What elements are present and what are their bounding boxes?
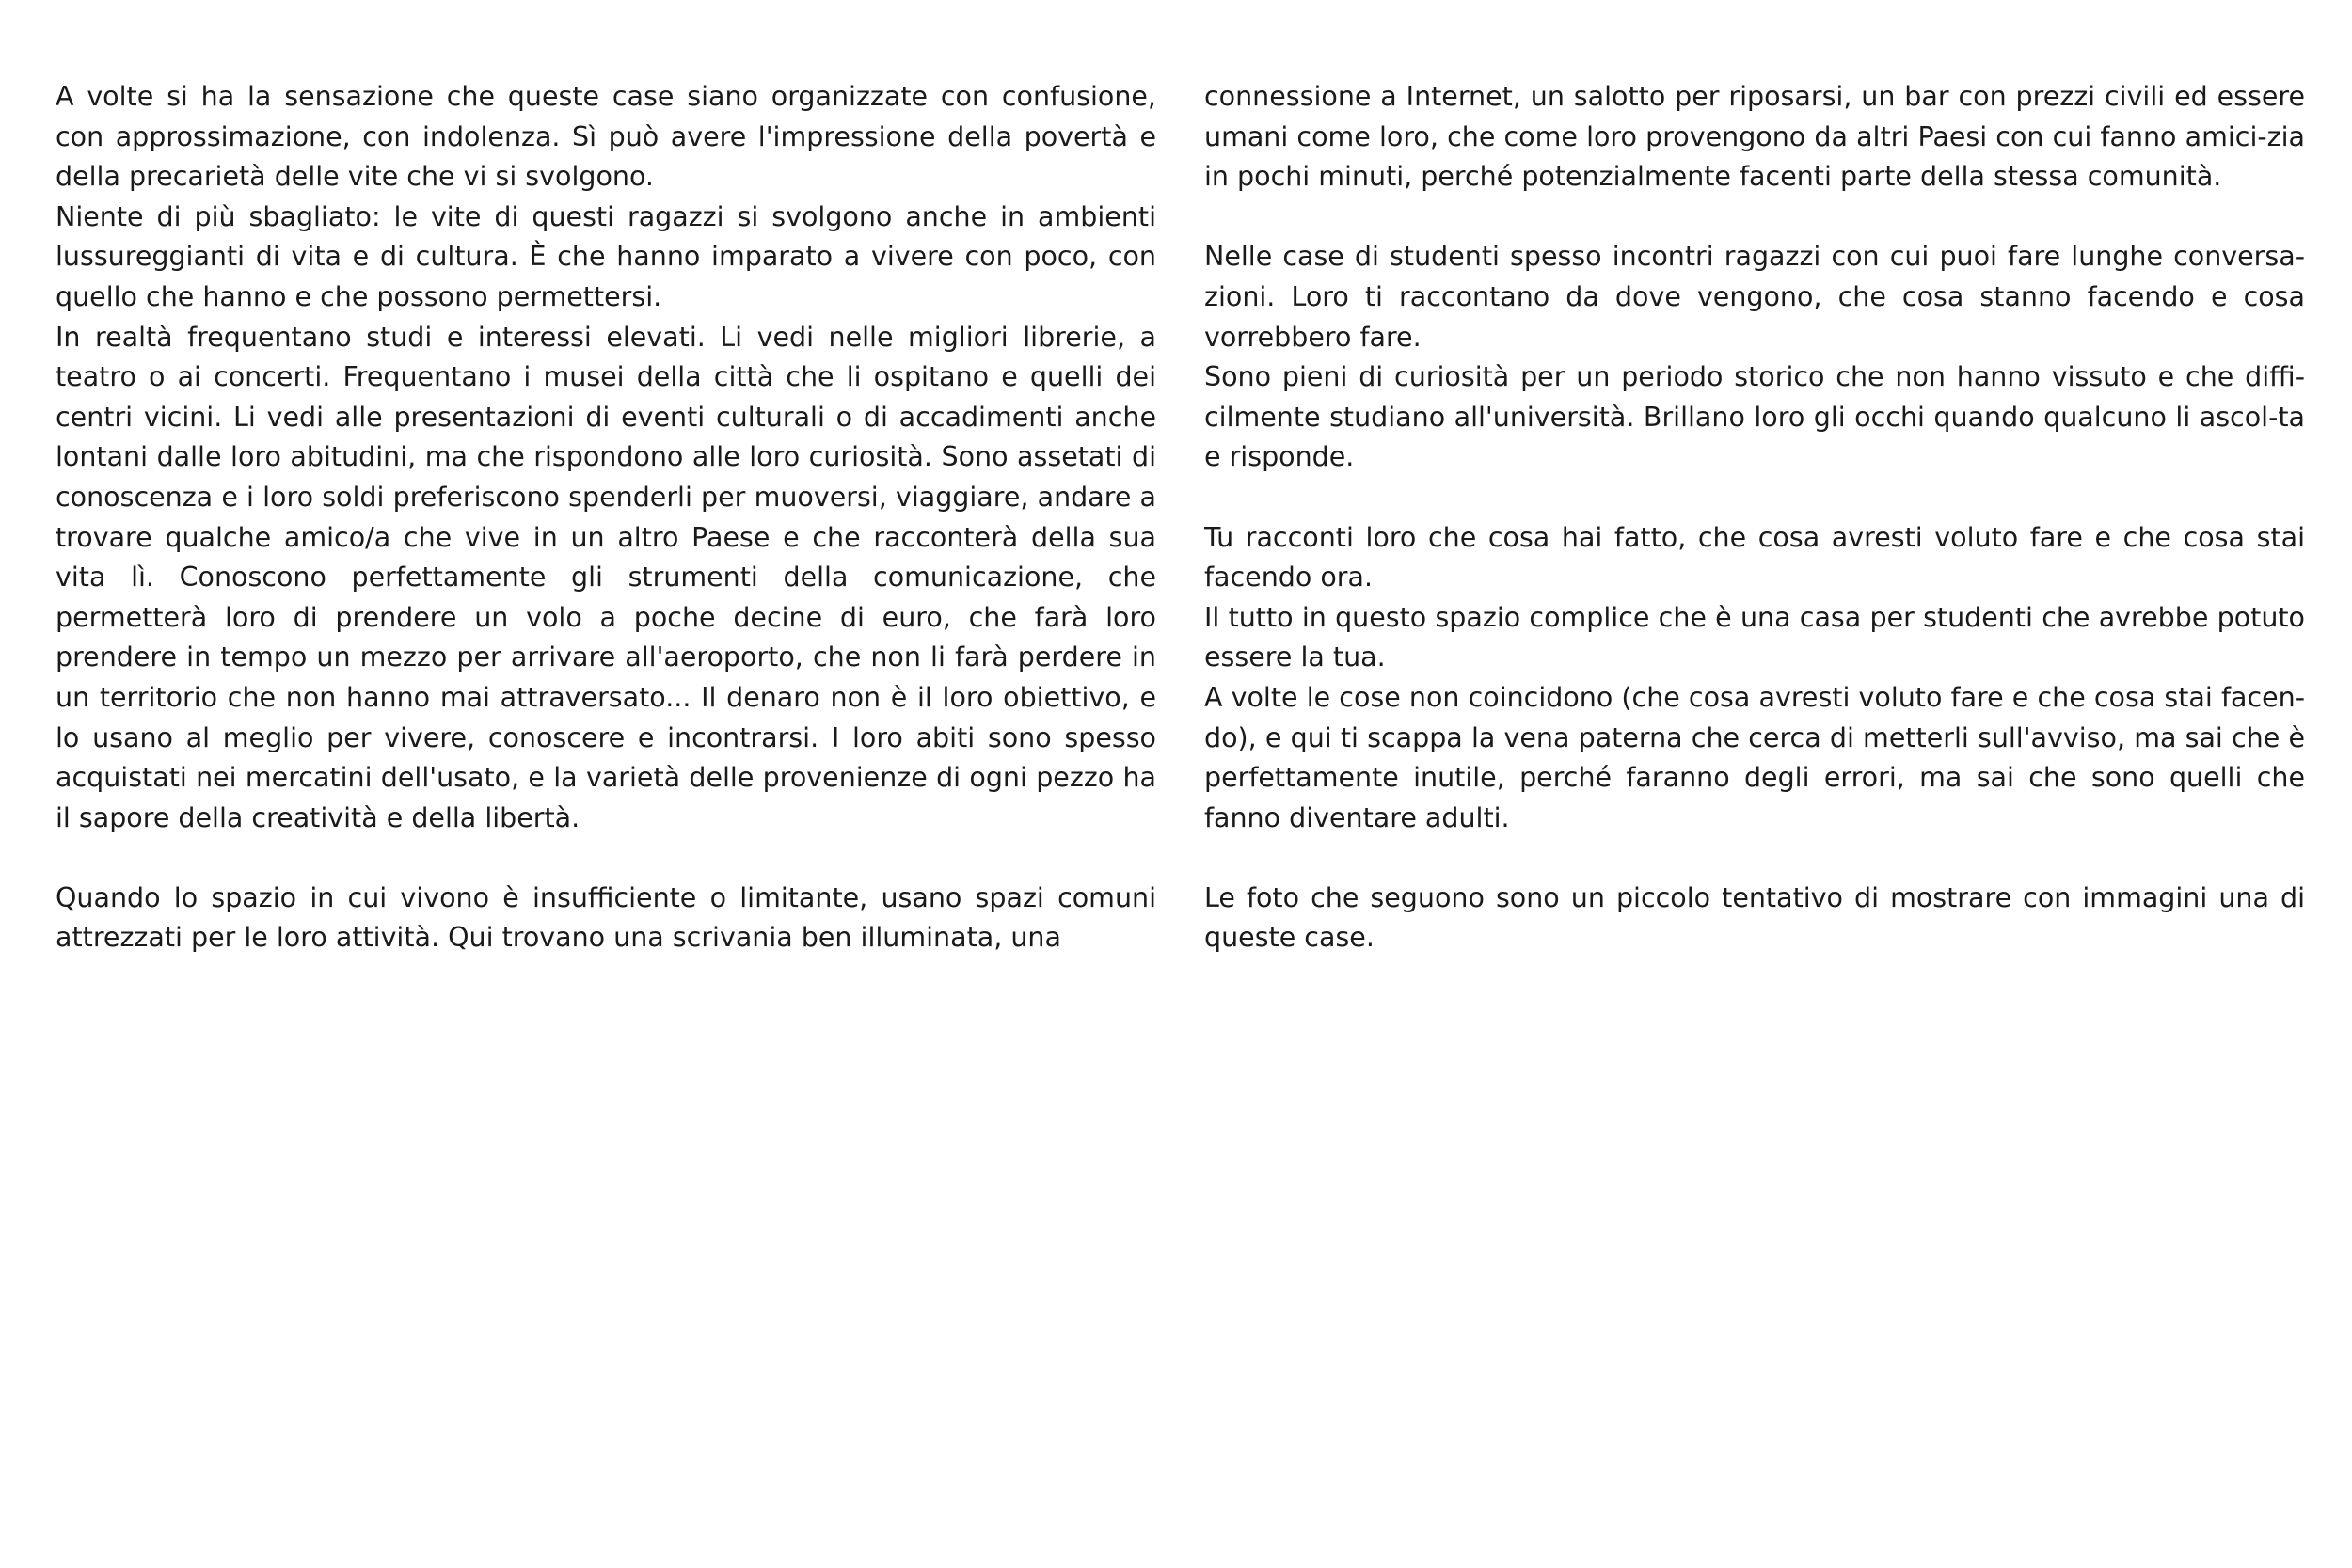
text-column-right [1204, 77, 2305, 958]
paragraph: In realtà frequentano studi e interessi elevati. Li vedi nelle migliori librerie, a teatro o ai concerti. Frequentano i musei della città che li ospitano e quelli dei centri vicini. Li vedi alle presentazioni di eventi culturali o di accadimenti anche lontani dalle loro abitudini, ma che rispondono alle loro curiosità. Sono assetati di conoscenza e i loro soldi preferiscono spenderli per muoversi, viaggiare, andare a trovare qualche amico/a che vive in un altro Paese e che racconterà della sua vita lì. Conoscono perfettamente gli strumenti della comunicazione, che permetterà loro di prendere un volo a poche decine di euro, che farà loro prendere in tempo un mezzo per arrivare all'aeroporto, che non li farà perdere in un territorio che non hanno mai attraversato... Il denaro non è il loro obiettivo, e lo usano al meglio per vivere, conoscere e incontrarsi. I loro abiti sono spesso acquistati nei mercatini dell'usato, e la varietà delle provenienze di ogni pezzo ha il sapore della creatività e della libertà. [56, 321, 1156, 833]
paragraph-spacer [1204, 838, 2305, 879]
paragraph: Le foto che seguono sono un piccolo tentativo di mostrare con immagini una di queste case. [1204, 881, 2305, 954]
paragraph: Tu racconti loro che cosa hai fatto, che cosa avresti voluto fare e che cosa stai facendo ora. [1204, 521, 2305, 594]
paragraph: A volte le cose non coincidono (che cosa avresti voluto fare e che cosa stai facen-do), e qui ti scappa la vena paterna che cerca di metterli sull'avviso, ma sai che è perfettamente inutile, perché faranno degli errori, ma sai che sono quelli che fanno diventare adulti. [1204, 681, 2305, 833]
paragraph: Quando lo spazio in cui vivono è insufficiente o limitante, usano spazi comuni attrezzati per le loro attività. Qui trovano una scrivania ben illuminata, una [56, 881, 1156, 954]
paragraph: Sono pieni di curiosità per un periodo storico che non hanno vissuto e che diffi-cilmente studiano all'università. Brillano loro gli occhi quando qualcuno li ascol-ta e risponde. [1204, 361, 2305, 473]
paragraph-spacer [56, 838, 1156, 879]
paragraph: connessione a Internet, un salotto per riposarsi, un bar con prezzi civili ed essere umani come loro, che come loro provengono da altri Paesi con cui fanno amici-zia in pochi minuti, perché potenzialmente facenti parte della stessa comunità. [1204, 81, 2305, 193]
text-column-left [56, 77, 1156, 958]
paragraph: Niente di più sbagliato: le vite di questi ragazzi si svolgono anche in ambienti lussureggianti di vita e di cultura. È che hanno imparato a vivere con poco, con quello che hanno e che possono permettersi. [56, 200, 1156, 312]
paragraph: Nelle case di studenti spesso incontri ragazzi con cui puoi fare lunghe conversa-zioni. Loro ti raccontano da dove vengono, che cosa stanno facendo e cosa vorrebbero fare. [1204, 241, 2305, 353]
paragraph-spacer [1204, 198, 2305, 238]
paragraph-spacer [1204, 478, 2305, 518]
paragraph: A volte si ha la sensazione che queste case siano organizzate con confusione, con approssimazione, con indolenza. Sì può avere l'impressione della povertà e della precarietà delle vite che vi si svolgono. [56, 81, 1156, 193]
paragraph: Il tutto in questo spazio complice che è una casa per studenti che avrebbe potuto essere la tua. [1204, 601, 2305, 673]
